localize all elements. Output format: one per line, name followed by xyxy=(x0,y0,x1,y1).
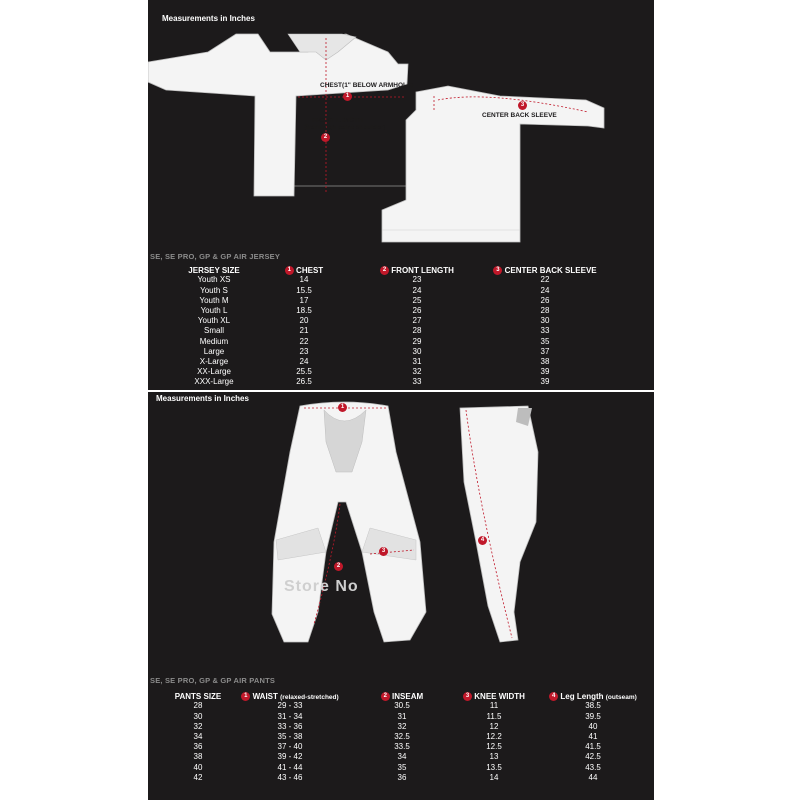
pants-size-chart-panel xyxy=(148,392,654,800)
jersey-table-cell: Youth L xyxy=(200,306,228,315)
pants-table-cell: 38 xyxy=(193,752,203,762)
badge-2-icon: 2 xyxy=(381,692,390,701)
jersey-table-cell: 33 xyxy=(412,377,422,387)
pants-table-cell: 14 xyxy=(489,772,499,782)
pants-table-cell: 43 - 46 xyxy=(277,772,303,782)
pants-header-knee-width: 3 KNEE WIDTH xyxy=(450,692,538,701)
pants-table-cell: 36 xyxy=(397,772,407,782)
pants-table-cell: 44 xyxy=(588,772,598,782)
pants-table-cell: 11 xyxy=(489,701,499,711)
jersey-table-cell: 39 xyxy=(540,367,550,377)
jersey-table-cell: 24 xyxy=(412,285,422,295)
jersey-table-row xyxy=(174,357,610,367)
jersey-table-row xyxy=(174,367,610,377)
jersey-table-cell: Youth XS xyxy=(197,275,231,285)
pants-table-cell: 40 xyxy=(588,721,598,731)
jersey-table-cell: 27 xyxy=(412,316,422,326)
pants-table-row xyxy=(170,742,648,752)
jersey-table-cell: 30 xyxy=(540,316,550,326)
jersey-table-cell: Youth S xyxy=(200,285,228,295)
jersey-table-cell: 25.5 xyxy=(296,367,312,377)
jersey-size-table xyxy=(174,266,610,388)
pants-table-cell: 31 xyxy=(397,711,407,721)
jersey-diagram xyxy=(148,0,654,250)
jersey-table-cell: 37 xyxy=(540,346,550,356)
pants-table-cell: 42 xyxy=(193,772,203,782)
pants-table-cell: 12.5 xyxy=(486,742,502,752)
jersey-table-cell: 14 xyxy=(299,275,309,285)
jersey-table-cell: 22 xyxy=(540,275,550,285)
pants-table-cell: 34 xyxy=(397,752,407,762)
knee-width-marker: 3 xyxy=(379,547,388,556)
jersey-table-row xyxy=(174,306,610,316)
pants-table-row xyxy=(170,752,648,762)
pants-table-row xyxy=(170,732,648,742)
jersey-table-cell: 39 xyxy=(540,377,550,387)
jersey-table-cell: 21 xyxy=(299,326,309,336)
jersey-table-cell: Youth M xyxy=(199,295,229,305)
jersey-table-cell: 23 xyxy=(412,275,422,285)
jersey-table-cell: 25 xyxy=(412,295,422,305)
jersey-table-row xyxy=(174,347,610,357)
jersey-table-cell: 35 xyxy=(540,336,550,346)
jersey-section-title: Measurements in Inches xyxy=(162,14,255,23)
badge-2-icon: 2 xyxy=(380,266,389,275)
pants-table-cell: 12 xyxy=(489,721,499,731)
pants-table-cell: 34 xyxy=(193,732,203,741)
front-length-label: FRONT LENGTH xyxy=(312,117,363,124)
jersey-table-cell: 28 xyxy=(412,326,422,336)
pants-table-cell: 33.5 xyxy=(394,742,410,752)
pants-table-row xyxy=(170,773,648,783)
jersey-table-cell: Youth XL xyxy=(197,316,231,326)
pants-table-cell: 32 xyxy=(397,721,407,731)
pants-table-cell: 30 xyxy=(193,711,203,721)
jersey-front-shape xyxy=(148,34,408,196)
jersey-table-row xyxy=(174,316,610,326)
jersey-table-cell: 18.5 xyxy=(296,306,312,315)
pants-header-waist: 1 WAIST (relaxed-stretched) xyxy=(226,692,354,701)
pants-table-cell: 41.5 xyxy=(585,742,601,752)
badge-3-icon: 3 xyxy=(493,266,502,275)
pants-table-cell: 32.5 xyxy=(394,732,410,741)
pants-table-cell: 28 xyxy=(193,701,203,711)
pants-table-header xyxy=(170,692,648,701)
inseam-marker: 2 xyxy=(334,562,343,571)
jersey-table-row xyxy=(174,326,610,336)
jersey-table-row xyxy=(174,337,610,347)
jersey-table-row xyxy=(174,275,610,285)
jersey-table-cell: 26.5 xyxy=(296,377,312,387)
pants-table-cell: 41 xyxy=(588,732,598,741)
leg-length-marker: 4 xyxy=(478,536,487,545)
front-length-marker: 2 xyxy=(321,133,330,142)
jersey-table-cell: 32 xyxy=(412,367,422,377)
jersey-table-cell: X-Large xyxy=(199,357,229,367)
chest-marker: 1 xyxy=(343,92,352,101)
jersey-table-cell: 33 xyxy=(540,326,550,336)
badge-4-icon: 4 xyxy=(549,692,558,701)
pants-table-cell: 30.5 xyxy=(394,701,410,711)
pants-table-row xyxy=(170,763,648,773)
pants-table-cell: 33 - 36 xyxy=(277,721,303,731)
pants-table-cell: 36 xyxy=(193,742,203,752)
pants-size-table xyxy=(170,692,648,783)
pants-table-cell: 39 - 42 xyxy=(277,752,303,762)
waist-marker: 1 xyxy=(338,403,347,412)
jersey-table-cell: 17 xyxy=(299,295,309,305)
pants-header-size: PANTS SIZE xyxy=(174,692,222,702)
jersey-table-header xyxy=(174,266,610,275)
jersey-table-cell: Large xyxy=(203,346,225,356)
jersey-table-row xyxy=(174,296,610,306)
jersey-table-cell: 15.5 xyxy=(296,285,312,295)
jersey-table-cell: XXX-Large xyxy=(194,377,234,387)
pants-table-cell: 31 - 34 xyxy=(277,711,303,721)
jersey-table-row xyxy=(174,286,610,296)
pants-table-cell: 11.5 xyxy=(486,711,502,721)
jersey-table-cell: 28 xyxy=(540,306,550,315)
front-length-sublabel: (from high point shoulder) xyxy=(304,124,386,131)
pants-section-title: Measurements in Inches xyxy=(156,394,249,403)
badge-1-icon: 1 xyxy=(241,692,250,701)
center-back-sleeve-label: CENTER BACK SLEEVE xyxy=(482,112,557,119)
pants-side-shape xyxy=(460,406,538,642)
jersey-table-cell: 23 xyxy=(299,346,309,356)
jersey-table-cell: 30 xyxy=(412,346,422,356)
jersey-table-cell: 24 xyxy=(540,285,550,295)
pants-header-leg-length: 4 Leg Length (outseam) xyxy=(538,692,648,701)
jersey-table-cell: Medium xyxy=(199,336,229,346)
jersey-table-cell: 26 xyxy=(540,295,550,305)
jersey-header-front-length: 2 FRONT LENGTH xyxy=(354,266,480,275)
jersey-table-cell: 38 xyxy=(540,357,550,367)
jersey-table-cell: 29 xyxy=(412,336,422,346)
jersey-table-cell: 31 xyxy=(412,357,422,367)
jersey-table-cell: Small xyxy=(203,326,224,336)
pants-table-cell: 40 xyxy=(193,762,203,772)
jersey-table-cell: 26 xyxy=(412,306,422,315)
jersey-table-cell: 24 xyxy=(299,357,309,367)
pants-table-cell: 12.2 xyxy=(486,732,502,741)
center-back-sleeve-marker: 3 xyxy=(518,101,527,110)
jersey-table-row xyxy=(174,377,610,387)
pants-table-cell: 35 xyxy=(397,762,407,772)
pants-table-cell: 42.5 xyxy=(585,752,601,762)
badge-3-icon: 3 xyxy=(463,692,472,701)
store-watermark: Store No xyxy=(284,578,359,595)
pants-table-cell: 13.5 xyxy=(486,762,502,772)
pants-table-cell: 29 - 33 xyxy=(277,701,303,711)
pants-table-row xyxy=(170,712,648,722)
pants-table-cell: 13 xyxy=(489,752,499,762)
jersey-size-chart-panel xyxy=(148,0,654,390)
pants-table-cell: 32 xyxy=(193,721,203,731)
pants-table-cell: 41 - 44 xyxy=(277,762,303,772)
badge-1-icon: 1 xyxy=(285,266,294,275)
jersey-header-chest: 1 CHEST xyxy=(254,266,354,275)
pants-table-row xyxy=(170,722,648,732)
pants-table-row xyxy=(170,701,648,711)
pants-diagram xyxy=(148,392,654,662)
pants-table-cell: 39.5 xyxy=(585,711,601,721)
pants-header-inseam: 2 INSEAM xyxy=(354,692,450,701)
jersey-table-cell: 22 xyxy=(299,336,309,346)
jersey-table-cell: XX-Large xyxy=(197,367,231,377)
jersey-series-title: SE, SE PRO, GP & GP AIR JERSEY xyxy=(150,252,281,261)
pants-table-cell: 43.5 xyxy=(585,762,601,772)
pants-series-title: SE, SE PRO, GP & GP AIR PANTS xyxy=(150,676,276,685)
jersey-header-size: JERSEY SIZE xyxy=(188,266,240,276)
jersey-table-cell: 20 xyxy=(299,316,309,326)
jersey-header-center-back-sleeve: 3 CENTER BACK SLEEVE xyxy=(480,266,610,275)
pants-table-cell: 35 - 38 xyxy=(277,732,303,741)
pants-table-cell: 37 - 40 xyxy=(277,742,303,752)
pants-table-cell: 38.5 xyxy=(585,701,601,711)
chest-label: CHEST(1" BELOW ARMHOLE) xyxy=(320,82,414,89)
jersey-back-shape xyxy=(382,86,604,242)
